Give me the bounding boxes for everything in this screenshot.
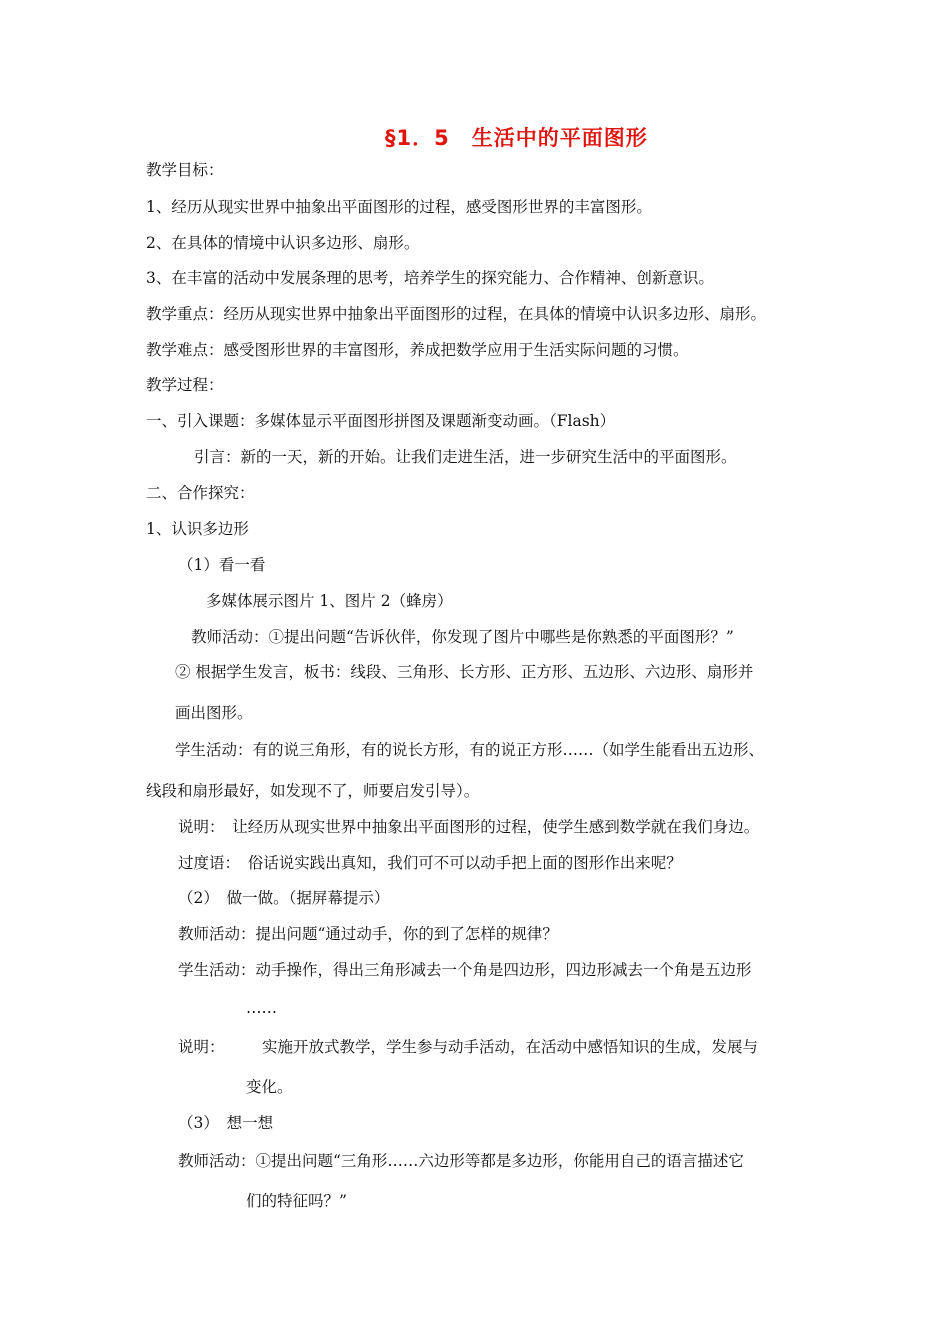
text-line: 多媒体展示图片 1、图片 2（蜂房） xyxy=(206,592,453,610)
text-line: （1）看一看 xyxy=(178,556,266,574)
text-line: …… xyxy=(246,999,277,1017)
text-line: 们的特征吗？” xyxy=(246,1192,347,1210)
text-line: 说明： 让经历从现实世界中抽象出平面图形的过程，使学生感到数学就在我们身边。 xyxy=(178,818,760,836)
text-line: 教师活动：①提出问题“告诉伙伴，你发现了图片中哪些是你熟悉的平面图形？” xyxy=(191,628,734,646)
text-line: 引言：新的一天，新的开始。让我们走进生活，进一步研究生活中的平面图形。 xyxy=(194,448,737,466)
text-line: 教学难点：感受图形世界的丰富图形，养成把数学应用于生活实际问题的习惯。 xyxy=(146,341,689,359)
text-line: 1、认识多边形 xyxy=(146,520,249,538)
text-line: 教学目标： xyxy=(146,161,224,179)
text-line: ② 根据学生发言，板书：线段、三角形、长方形、正方形、五边形、六边形、扇形并 xyxy=(175,663,754,681)
text-line: 过度语： 俗话说实践出真知，我们可不可以动手把上面的图形作出来呢？ xyxy=(178,854,682,872)
text-line: （3） 想一想 xyxy=(178,1114,274,1132)
text-line: 变化。 xyxy=(246,1078,293,1096)
text-line: 教师活动：提出问题“通过动手，你的到了怎样的规律？ xyxy=(178,925,558,943)
text-line: 线段和扇形最好，如发现不了，师要启发引导）。 xyxy=(146,782,480,800)
text-line: 教学重点：经历从现实世界中抽象出平面图形的过程，在具体的情境中认识多边形、扇形。 xyxy=(146,305,767,323)
text-line: 二、合作探究： xyxy=(146,484,255,502)
text-line: 学生活动：动手操作，得出三角形减去一个角是四边形，四边形减去一个角是五边形 xyxy=(178,961,752,979)
text-line: 学生活动：有的说三角形，有的说长方形，有的说正方形……（如学生能看出五边形、 xyxy=(175,741,765,759)
text-line: 画出图形。 xyxy=(175,704,253,722)
text-line: 1、经历从现实世界中抽象出平面图形的过程，感受图形世界的丰富图形。 xyxy=(146,198,652,216)
text-line: 3、在丰富的活动中发展条理的思考，培养学生的探究能力、合作精神、创新意识。 xyxy=(146,269,714,287)
text-line: 说明： xyxy=(178,1038,225,1056)
text-line: 教学过程： xyxy=(146,376,224,394)
text-line: 2、在具体的情境中认识多边形、扇形。 xyxy=(146,234,420,252)
page-title: §1．5 生活中的平面图形 xyxy=(385,126,648,150)
text-line: （2） 做一做。（据屏幕提示） xyxy=(178,889,390,907)
text-line: 实施开放式教学，学生参与动手活动，在活动中感悟知识的生成，发展与 xyxy=(262,1038,759,1056)
text-line: 一、引入课题：多媒体显示平面图形拼图及课题渐变动画。（Flash） xyxy=(146,412,616,430)
text-line: 教师活动：①提出问题“三角形……六边形等都是多边形，你能用自己的语言描述它 xyxy=(178,1152,744,1170)
